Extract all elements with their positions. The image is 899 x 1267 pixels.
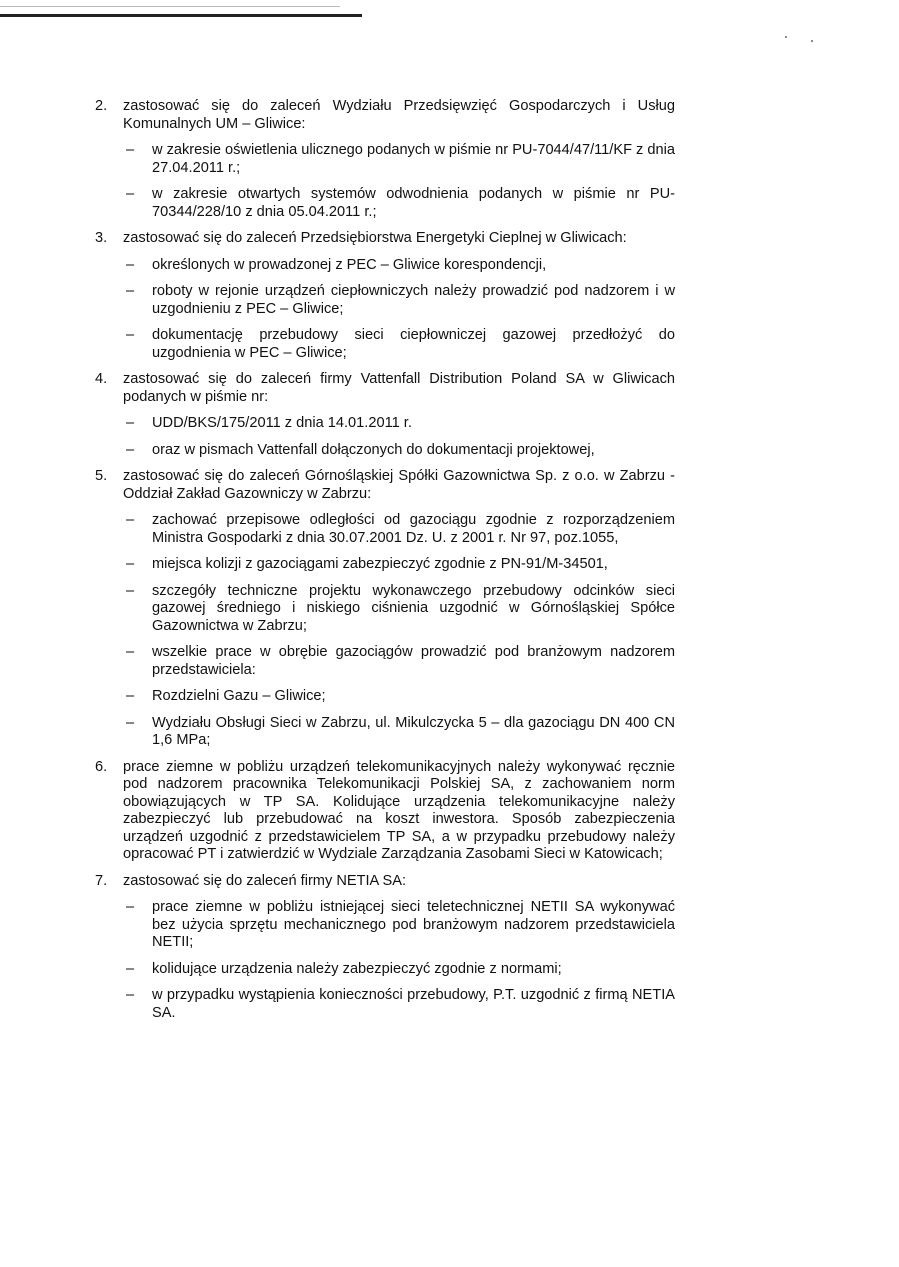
sub-item xyxy=(123,186,675,221)
dash-bullet: – xyxy=(126,987,135,1003)
list-item-5 xyxy=(95,468,675,750)
dash-bullet: – xyxy=(126,441,135,458)
list-item-4 xyxy=(95,371,675,459)
sub-item-text: w przypadku wystąpienia konieczności przebudowy, P.T. uzgodnić z firmą NETIA SA. xyxy=(152,987,675,1021)
sub-item xyxy=(123,961,675,979)
sub-item-text: w zakresie oświetlenia ulicznego podanych w piśmie nr PU-7044/47/11/KF z dnia 27.04.2011 r.; xyxy=(152,142,675,176)
dash-bullet: – xyxy=(126,582,135,599)
sub-item xyxy=(123,257,675,275)
sub-item-text: Rozdzielni Gazu – Gliwice; xyxy=(152,688,326,704)
item-text: zastosować się do zaleceń firmy NETIA SA: xyxy=(123,872,407,889)
list-item-6 xyxy=(95,759,675,864)
sub-item-text: szczegóły techniczne projektu wykonawczego przebudowy odcinków sieci gazowej średniego i niskiego ciśnienia uzgodnić w Górnośląskiej Spółce Gazownictwa w Zabrzu; xyxy=(152,582,675,634)
item-number: 6. xyxy=(95,758,108,775)
document-body xyxy=(95,98,675,1031)
sub-item xyxy=(123,415,675,433)
sub-item xyxy=(123,283,675,318)
list-item-3 xyxy=(95,230,675,362)
dash-bullet: – xyxy=(126,256,135,273)
dash-bullet: – xyxy=(126,415,135,431)
list-item-7 xyxy=(95,873,675,1023)
dash-bullet: – xyxy=(126,142,135,158)
dash-bullet: – xyxy=(126,283,135,299)
dash-bullet: – xyxy=(126,186,135,202)
sub-item-text: kolidujące urządzenia należy zabezpieczyć zgodnie z normami; xyxy=(152,960,562,977)
item-number: 3. xyxy=(95,230,108,246)
dash-bullet: – xyxy=(126,714,135,731)
scan-speck xyxy=(785,36,787,38)
scan-speck xyxy=(811,40,813,42)
sub-item-text: dokumentację przebudowy sieci ciepłowniczej gazowej przedłożyć do uzgodnienia w PEC – Gliwice; xyxy=(152,327,675,361)
sub-item-text: miejsca kolizji z gazociągami zabezpieczyć zgodnie z PN-91/M-34501, xyxy=(152,556,608,572)
sub-item-text: określonych w prowadzonej z PEC – Gliwice korespondencji, xyxy=(152,256,547,273)
dash-bullet: – xyxy=(126,960,135,977)
item-text: zastosować się do zaleceń Wydziału Przedsięwzięć Gospodarczych i Usług Komunalnych UM – Gliwice: xyxy=(123,98,675,132)
item-number: 4. xyxy=(95,371,108,387)
scan-edge-line xyxy=(0,6,340,7)
sub-item xyxy=(123,688,675,706)
sub-item-text: UDD/BKS/175/2011 z dnia 14.01.2011 r. xyxy=(152,415,412,431)
sub-item xyxy=(123,644,675,679)
dash-bullet: – xyxy=(126,327,135,343)
sub-item xyxy=(123,583,675,636)
sub-item-text: w zakresie otwartych systemów odwodnienia podanych w piśmie nr PU-70344/228/10 z dnia 05.04.2011 r.; xyxy=(152,186,675,220)
dash-bullet: – xyxy=(126,556,135,572)
item-number: 5. xyxy=(95,468,108,484)
item-number: 2. xyxy=(95,98,108,114)
item-text: zastosować się do zaleceń Przedsiębiorstwa Energetyki Cieplnej w Gliwicach: xyxy=(123,230,627,246)
sub-item-text: Wydziału Obsługi Sieci w Zabrzu, ul. Mikulczycka 5 – dla gazociągu DN 400 CN 1,6 MPa; xyxy=(152,714,675,748)
sub-item xyxy=(123,142,675,177)
sub-item xyxy=(123,556,675,574)
header-rule xyxy=(0,14,362,17)
item-number: 7. xyxy=(95,872,108,889)
sub-item-text: wszelkie prace w obrębie gazociągów prowadzić pod branżowym nadzorem przedstawiciela: xyxy=(152,644,675,678)
dash-bullet: – xyxy=(126,899,135,915)
item-text: zastosować się do zaleceń Górnośląskiej Spółki Gazownictwa Sp. z o.o. w Zabrzu - Oddział Zakład Gazowniczy w Zabrzu: xyxy=(123,468,675,502)
sub-item xyxy=(123,327,675,362)
sub-item xyxy=(123,715,675,750)
item-text: zastosować się do zaleceń firmy Vattenfall Distribution Poland SA w Gliwicach podanych w piśmie nr: xyxy=(123,371,675,405)
sub-item xyxy=(123,899,675,952)
list-item-2 xyxy=(95,98,675,221)
sub-item-text: oraz w pismach Vattenfall dołączonych do dokumentacji projektowej, xyxy=(152,441,595,458)
sub-item xyxy=(123,512,675,547)
sub-item xyxy=(123,442,675,460)
sub-item-text: roboty w rejonie urządzeń ciepłowniczych należy prowadzić pod nadzorem i w uzgodnieniu z PEC – Gliwice; xyxy=(152,283,675,317)
dash-bullet: – xyxy=(126,644,135,660)
item-text: prace ziemne w pobliżu urządzeń telekomunikacyjnych należy wykonywać ręcznie pod nadzorem pracownika Telekomunikacji Polskiej SA, z zachowaniem norm obowiązujących w TP SA. Kolidujące urządzenia telekomunikacyjne należy zabezpieczyć lub przebudować na koszt inwestora. Sposób zabezpieczenia urządzeń uzgodnić z przedstawicielem TP SA, a w przypadku przebudowy należy opracować PT i zatwierdzić w Wydziale Zarządzania Zasobami Sieci w Katowicach; xyxy=(123,758,675,862)
sub-item-text: prace ziemne w pobliżu istniejącej sieci teletechnicznej NETII SA wykonywać bez użycia sprzętu mechanicznego pod branżowym nadzorem przedstawiciela NETII; xyxy=(152,899,675,950)
sub-item-text: zachować przepisowe odległości od gazociągu zgodnie z rozporządzeniem Ministra Gospodarki z dnia 30.07.2001 Dz. U. z 2001 r. Nr 97, poz.1055, xyxy=(152,512,675,546)
sub-item xyxy=(123,987,675,1022)
dash-bullet: – xyxy=(126,688,135,704)
dash-bullet: – xyxy=(126,512,135,528)
